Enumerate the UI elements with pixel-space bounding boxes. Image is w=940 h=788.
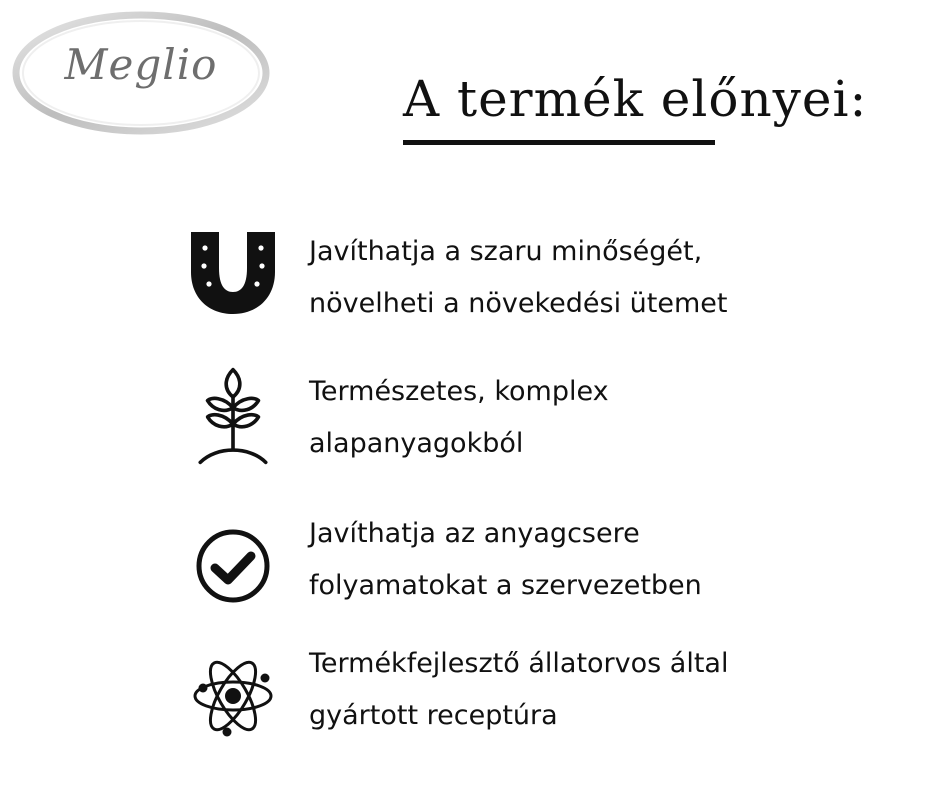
benefit-item-vet-recipe <box>185 638 845 748</box>
page-title: A termék előnyei: <box>403 70 868 128</box>
benefit-text <box>309 226 727 330</box>
check-circle-icon <box>185 516 281 616</box>
benefit-text-line1: Természetes, komplex <box>309 376 609 407</box>
benefit-text-line2: alapanyagokból <box>309 428 524 459</box>
benefit-text-line2: gyártott receptúra <box>309 700 558 731</box>
horseshoe-icon <box>185 228 281 328</box>
benefit-text <box>309 366 609 470</box>
title-underline <box>403 140 715 145</box>
logo-wordmark: Meglio <box>64 40 218 89</box>
plant-sprout-icon <box>185 366 281 466</box>
benefit-text-line2: folyamatokat a szervezetben <box>309 570 702 601</box>
benefit-text-line1: Termékfejlesztő állatorvos által <box>309 648 729 679</box>
brand-logo <box>12 10 270 136</box>
benefit-text-line1: Javíthatja a szaru minőségét, <box>309 236 703 267</box>
benefit-item-hoof-quality <box>185 226 845 336</box>
benefit-text <box>309 638 728 742</box>
benefit-text <box>309 508 702 612</box>
atom-icon <box>185 646 281 746</box>
benefit-text-line2: növelheti a növekedési ütemet <box>309 288 728 319</box>
benefit-item-metabolism <box>185 508 845 618</box>
benefit-text-line1: Javíthatja az anyagcsere <box>309 518 640 549</box>
benefit-item-natural-ingredients <box>185 366 845 476</box>
